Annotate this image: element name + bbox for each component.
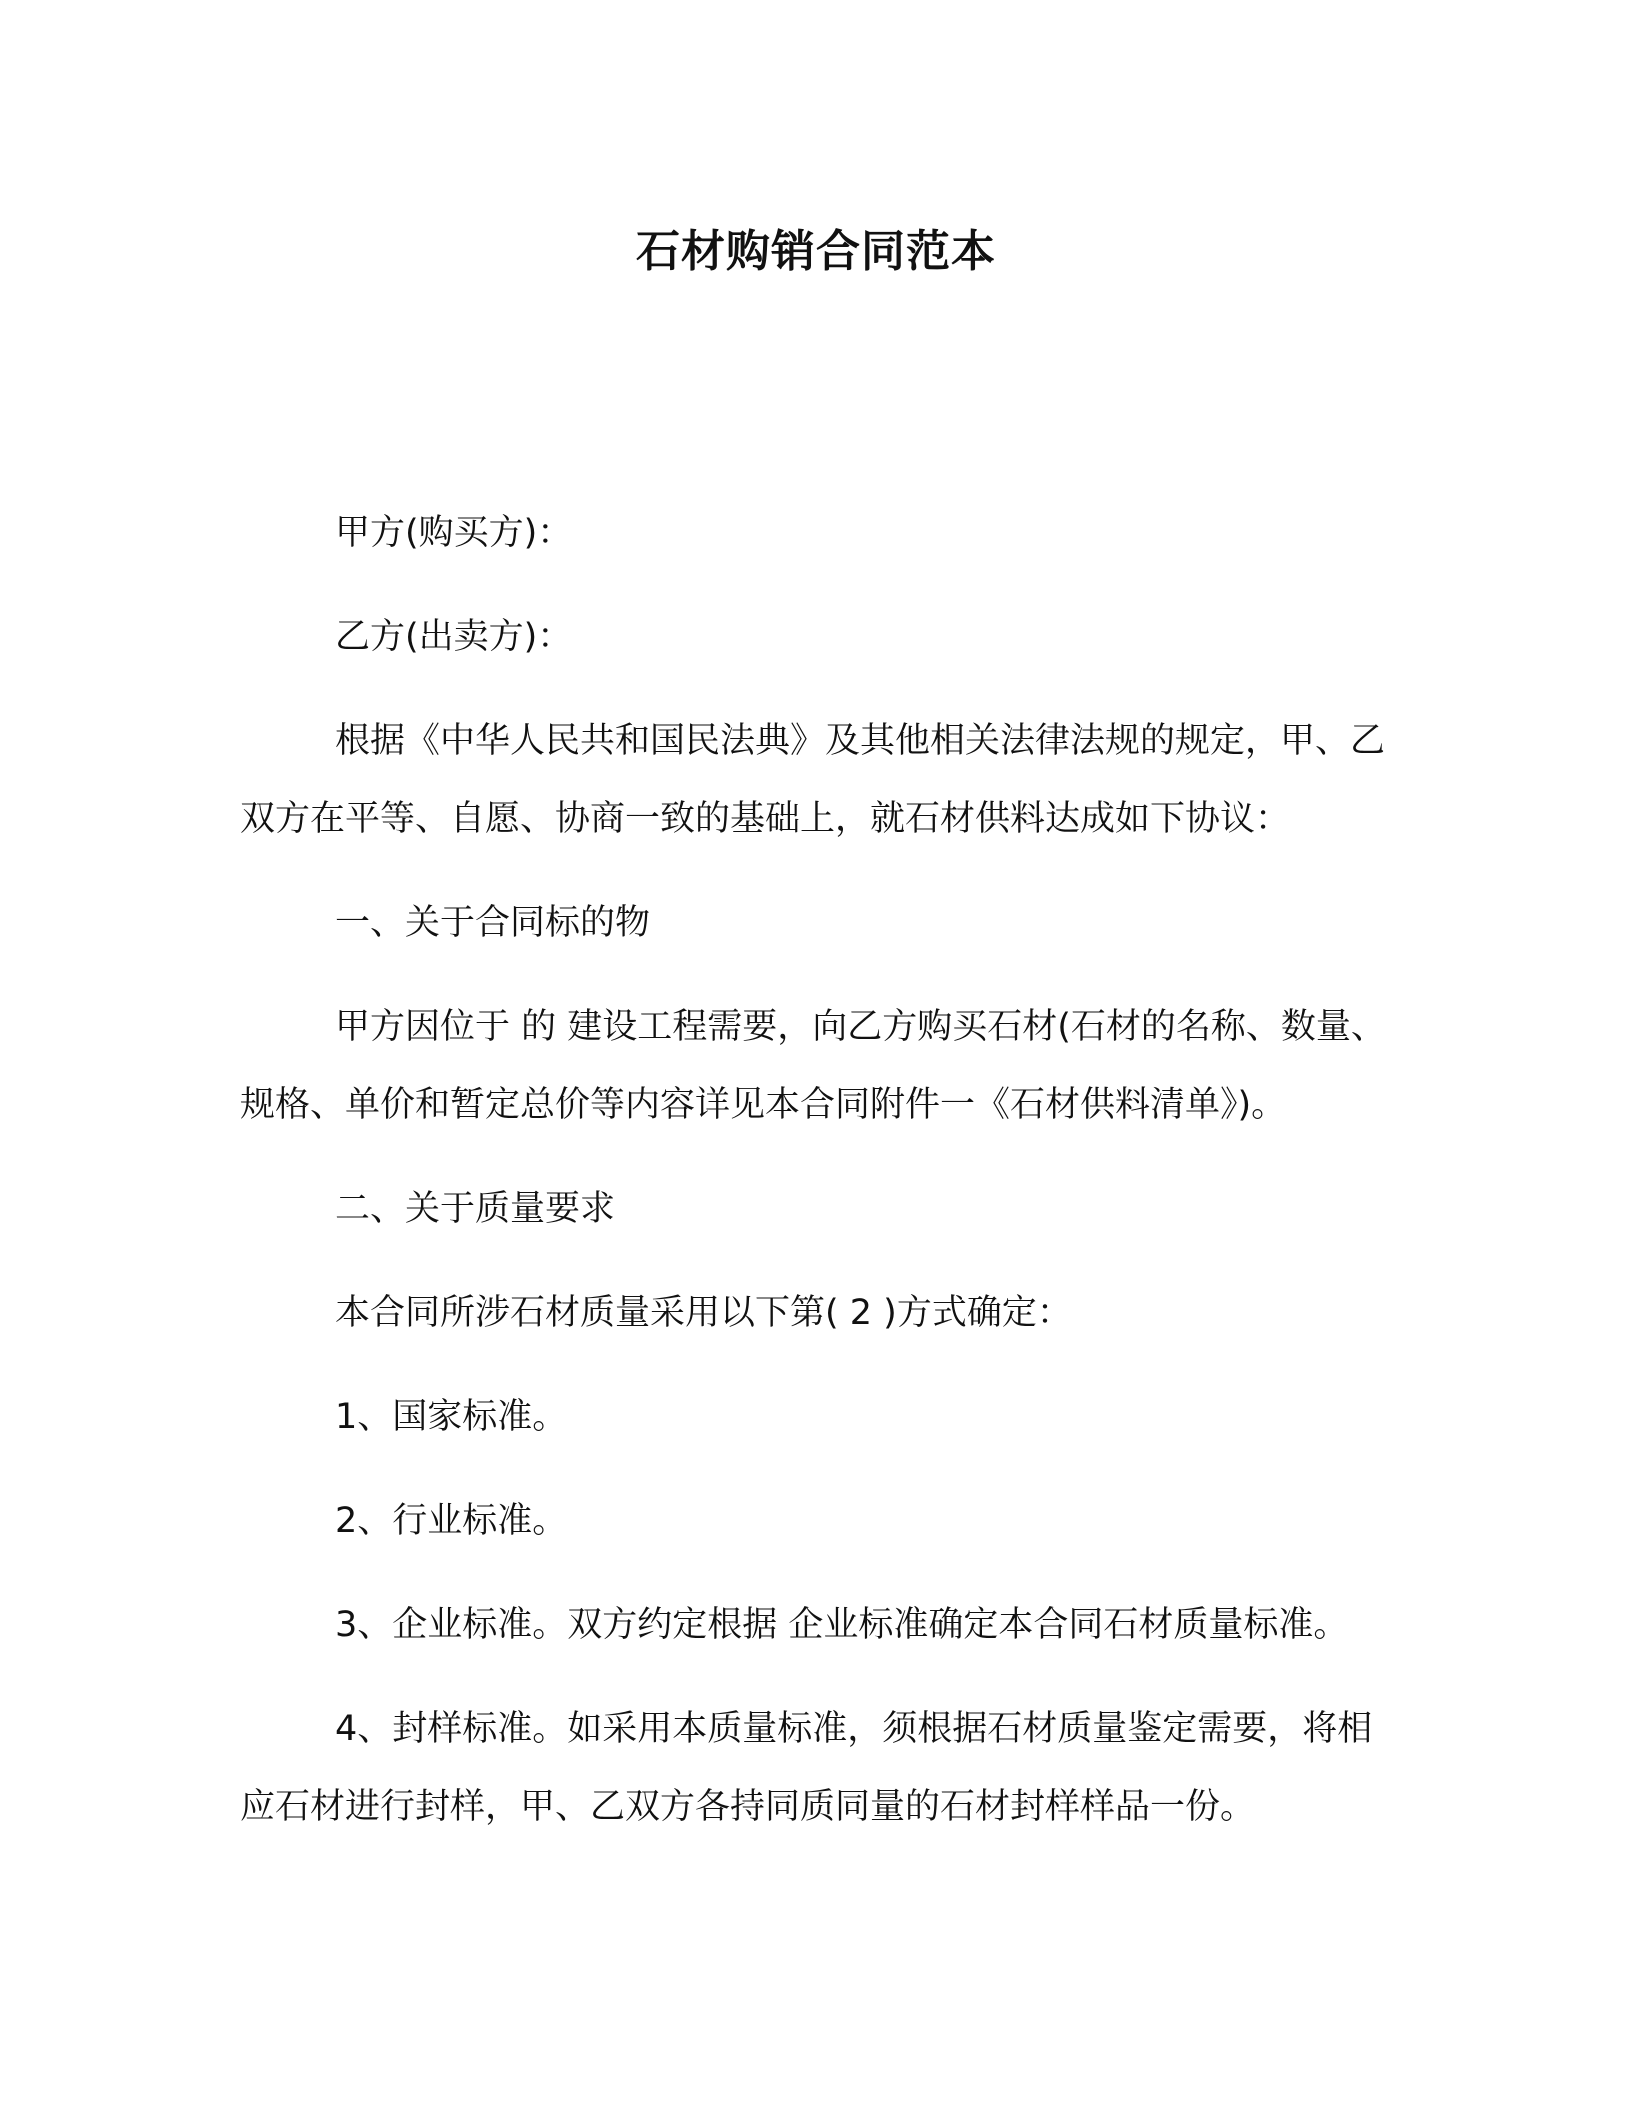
quality-method-paragraph: 本合同所涉石材质量采用以下第( 2 )方式确定： <box>335 1293 1072 1333</box>
list-item-national-standard: 1、国家标准。 <box>335 1397 568 1437</box>
section-heading-quality: 二、关于质量要求 <box>335 1189 616 1229</box>
party-b-line: 乙方(出卖方)： <box>335 617 573 657</box>
list-item-enterprise-standard: 3、企业标准。双方约定根据 企业标准确定本合同石材质量标准。 <box>335 1605 1349 1645</box>
list-item-industry-standard: 2、行业标准。 <box>335 1501 568 1541</box>
list-item-sealed-sample-standard: 4、封样标准。如采用本质量标准，须根据石材质量鉴定需要，将相应石材进行封样，甲、乙双方各持同质同量的石材封样样品一份。 <box>240 1709 1373 1827</box>
preamble-paragraph: 根据《中华人民共和国民法典》及其他相关法律法规的规定，甲、乙双方在平等、自愿、协商一致的基础上，就石材供料达成如下协议： <box>240 721 1386 839</box>
document-body <box>240 494 1390 1846</box>
section-heading-subject: 一、关于合同标的物 <box>335 903 651 943</box>
party-a-line: 甲方(购买方)： <box>335 513 573 553</box>
subject-paragraph: 甲方因位于 的 建设工程需要，向乙方购买石材(石材的名称、数量、规格、单价和暂定总价等内容详见本合同附件一《石材供料清单》)。 <box>240 1007 1386 1125</box>
document-title: 石材购销合同范本 <box>636 226 996 277</box>
